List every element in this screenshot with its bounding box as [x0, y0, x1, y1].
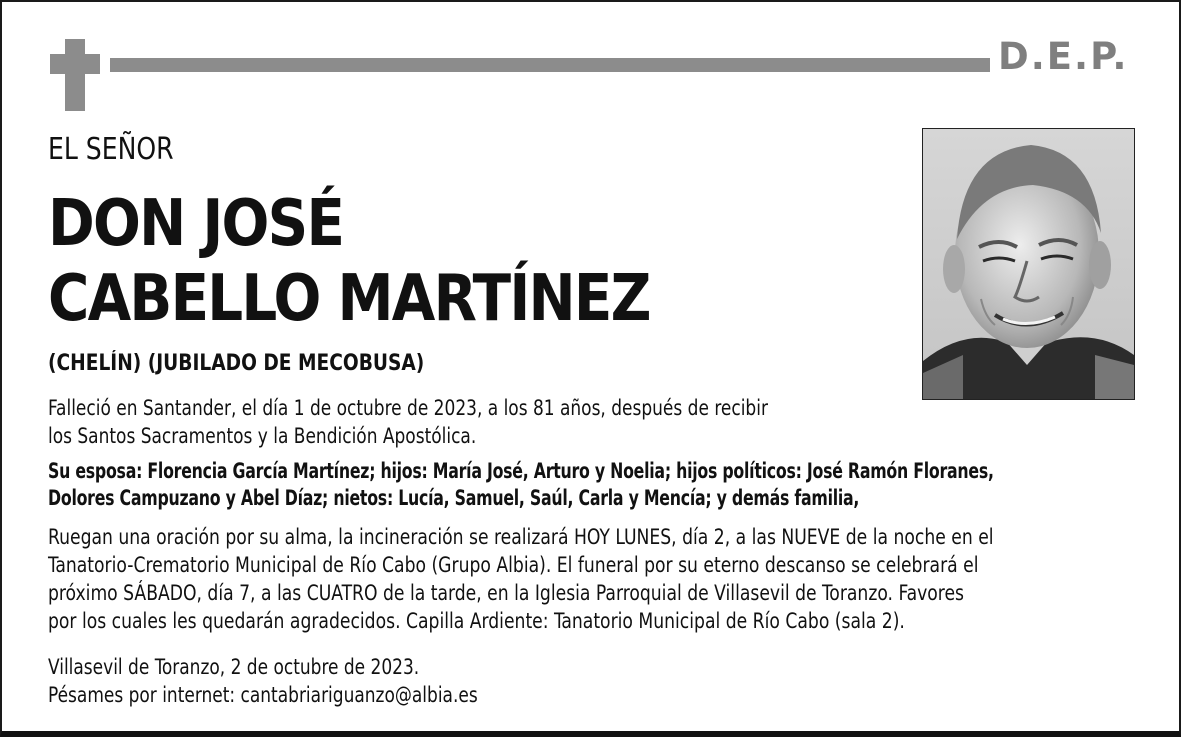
- condolences-contact: Pésames por internet: cantabriariguanzo@albia.es: [48, 683, 478, 707]
- deceased-nickname: (CHELÍN) (JUBILADO DE MECOBUSA): [48, 351, 425, 376]
- closing-block: [48, 653, 478, 709]
- portrait-illustration: [923, 129, 1134, 399]
- prayer-notice: [48, 523, 994, 635]
- cross-horizontal-bar: [50, 54, 100, 74]
- death-notice-line: Falleció en Santander, el día 1 de octubre de 2023, a los 81 años, después de recibir: [48, 396, 768, 420]
- deceased-name-line2: CABELLO MARTÍNEZ: [48, 262, 650, 336]
- prayer-line: Ruegan una oración por su alma, la incineración se realizará HOY LUNES, día 2, a las NUEVE de la noche en el: [48, 525, 994, 549]
- death-notice-line: los Santos Sacramentos y la Bendición Apostólica.: [48, 424, 477, 448]
- family-line: Su esposa: Florencia García Martínez; hijos: María José, Arturo y Noelia; hijos políticos: José Ramón Floranes,: [48, 459, 994, 483]
- family-list: [48, 458, 994, 512]
- cross-vertical-bar: [65, 39, 85, 111]
- header-rule: [110, 58, 990, 72]
- portrait-photo: [922, 128, 1135, 400]
- family-line: Dolores Campuzano y Abel Díaz; nietos: Lucía, Samuel, Saúl, Carla y Mencía; y demás familia,: [48, 486, 860, 510]
- prayer-line: por los cuales les quedarán agradecidos. Capilla Ardiente: Tanatorio Municipal de Río Cabo (sala 2).: [48, 609, 905, 633]
- place-date: Villasevil de Toranzo, 2 de octubre de 2023.: [48, 655, 420, 679]
- deceased-title: EL SEÑOR: [48, 132, 174, 167]
- prayer-line: Tanatorio-Crematorio Municipal de Río Cabo (Grupo Albia). El funeral por su eterno descanso se celebrará el: [48, 553, 979, 577]
- dep-heading: D.E.P.: [998, 35, 1129, 78]
- death-notice: [48, 394, 768, 450]
- deceased-name-line1: DON JOSÉ: [48, 187, 344, 261]
- prayer-line: próximo SÁBADO, día 7, a las CUATRO de la tarde, en la Iglesia Parroquial de Villasevil de Toranzo. Favores: [48, 581, 964, 605]
